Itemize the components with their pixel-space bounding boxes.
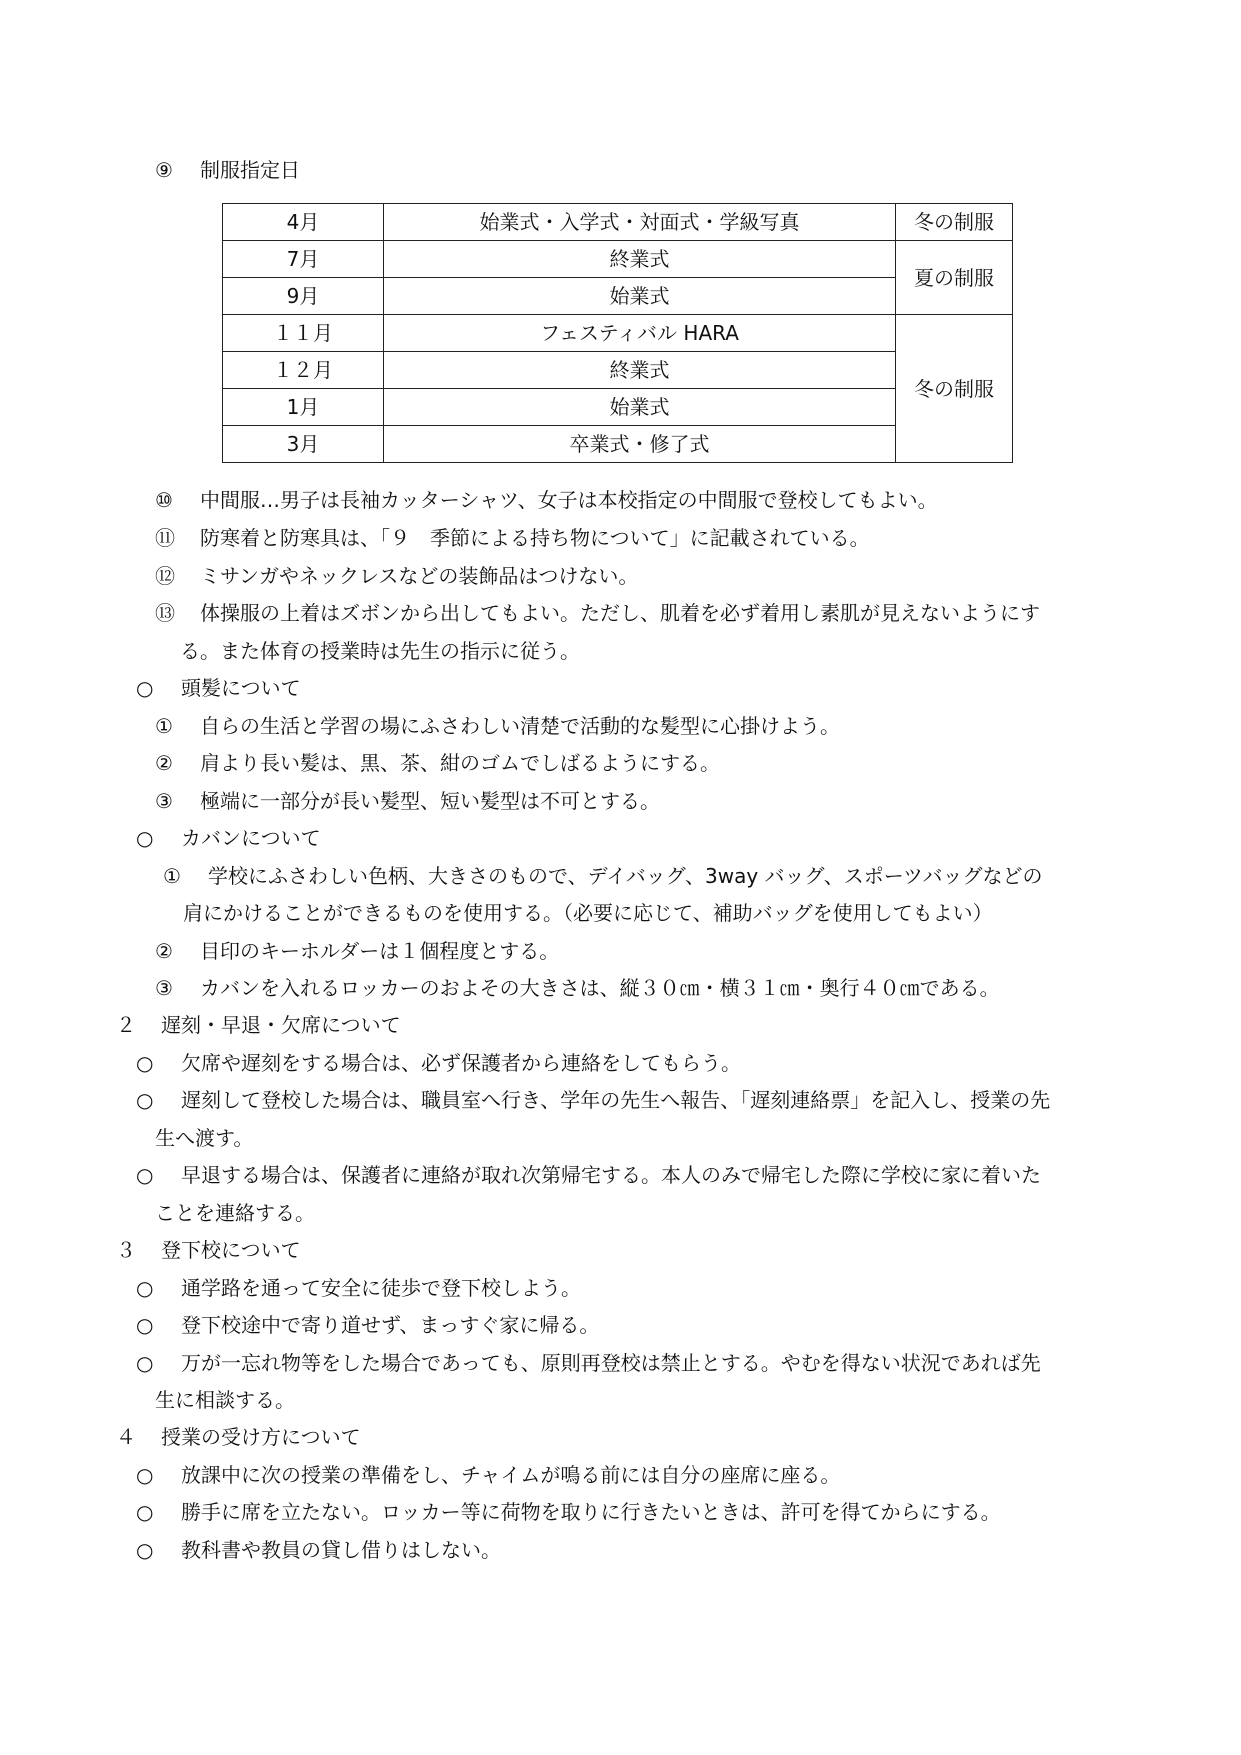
text-line — [155, 712, 840, 740]
line-text: 授業の受け方について — [161, 1425, 361, 1449]
item-marker: ○ — [136, 1088, 154, 1112]
text-line — [155, 974, 1000, 1002]
text-line — [116, 1423, 361, 1451]
text-line — [116, 1011, 401, 1039]
item-marker: ③ — [155, 976, 173, 1000]
month-cell: 1月 — [223, 389, 384, 426]
text-line — [155, 1124, 253, 1152]
item-marker: ○ — [136, 1500, 154, 1524]
line-text: 防寒着と防寒具は、「９ 季節による持ち物について」に記載されている。 — [200, 526, 870, 550]
line-text: 早退する場合は、保護者に連絡が取れ次第帰宅する。本人のみで帰宅した際に学校に家に着いた — [181, 1163, 1041, 1187]
event-cell: 始業式 — [384, 389, 896, 426]
line-text: 勝手に席を立たない。ロッカー等に荷物を取りに行きたいときは、許可を得てからにする。 — [181, 1500, 1001, 1524]
month-cell: 9月 — [223, 278, 384, 315]
item-marker: ③ — [155, 789, 173, 813]
item-marker: ○ — [136, 1538, 154, 1562]
uniform-type-cell: 夏の制服 — [896, 241, 1013, 315]
text-line — [155, 599, 1040, 627]
line-text: 肩にかけることができるものを使用する。（必要に応じて、補助バッグを使用してもよい） — [183, 901, 993, 925]
line-text: 生に相談する。 — [155, 1388, 295, 1412]
text-line — [136, 1498, 1001, 1526]
line-text: 遅刻して登校した場合は、職員室へ行き、学年の先生へ報告、「遅刻連絡票」を記入し、授業の先 — [181, 1088, 1051, 1112]
event-cell: 卒業式・修了式 — [384, 426, 896, 463]
item-marker: ⑬ — [155, 601, 175, 625]
text-line — [155, 1199, 315, 1227]
uniform-type-cell: 冬の制服 — [896, 204, 1013, 241]
text-line — [155, 524, 870, 552]
line-text: 生へ渡す。 — [155, 1126, 254, 1150]
text-line — [180, 637, 580, 665]
item-marker: ○ — [136, 1163, 154, 1187]
text-line — [136, 1274, 581, 1302]
line-text: ことを連絡する。 — [155, 1201, 315, 1225]
item-marker: ○ — [136, 1051, 154, 1075]
line-text: 登下校について — [161, 1238, 301, 1262]
line-text: カバンを入れるロッカーのおよその大きさは、縦３０㎝・横３１㎝・奥行４０㎝である。 — [200, 976, 1000, 1000]
item-marker: ○ — [136, 1463, 154, 1487]
heading-text: 制服指定日 — [200, 158, 300, 182]
uniform-heading — [155, 156, 300, 184]
text-line — [136, 1049, 741, 1077]
line-text: 教科書や教員の貸し借りはしない。 — [181, 1538, 501, 1562]
table-row — [223, 389, 1013, 426]
item-marker: ⑫ — [155, 564, 175, 588]
item-marker: ○ — [136, 676, 154, 700]
event-cell: 終業式 — [384, 241, 896, 278]
item-marker: ① — [163, 864, 181, 888]
line-text: 中間服…男子は長袖カッターシャツ、女子は本校指定の中間服で登校してもよい。 — [200, 488, 938, 512]
text-line — [155, 562, 638, 590]
item-marker: ４ — [116, 1425, 136, 1449]
text-line — [155, 937, 559, 965]
line-text: 放課中に次の授業の準備をし、チャイムが鳴る前には自分の座席に座る。 — [181, 1463, 841, 1487]
text-line — [163, 862, 1043, 890]
item-marker: ① — [155, 714, 173, 738]
line-text: 頭髪について — [181, 676, 301, 700]
text-line — [155, 486, 938, 514]
text-line — [183, 899, 993, 927]
line-text: 自らの生活と学習の場にふさわしい清楚で活動的な髪型に心掛けよう。 — [200, 714, 840, 738]
event-cell: 終業式 — [384, 352, 896, 389]
item-marker: ⑩ — [155, 488, 173, 512]
item-marker: ② — [155, 751, 173, 775]
text-line — [136, 1536, 501, 1564]
item-marker: ○ — [136, 1351, 154, 1375]
line-text: 体操服の上着はズボンから出してもよい。ただし、肌着を必ず着用し素肌が見えないようにす — [200, 601, 1040, 625]
text-line — [136, 674, 301, 702]
text-line — [136, 1461, 840, 1489]
line-text: 登下校途中で寄り道せず、まっすぐ家に帰る。 — [181, 1313, 600, 1337]
table-row — [223, 426, 1013, 463]
item-marker: ２ — [116, 1013, 136, 1037]
line-text: 学校にふさわしい色柄、大きさのもので、デイバッグ、3way バッグ、スポーツバッグなどの — [208, 864, 1043, 888]
text-line — [155, 749, 720, 777]
line-text: 肩より長い髪は、黒、茶、紺のゴムでしばるようにする。 — [200, 751, 720, 775]
event-cell: 始業式・入学式・対面式・学級写真 — [384, 204, 896, 241]
month-cell: 7月 — [223, 241, 384, 278]
item-number: ⑨ — [155, 158, 173, 182]
text-line — [136, 1161, 1041, 1189]
line-text: 極端に一部分が長い髪型、短い髪型は不可とする。 — [200, 789, 660, 813]
line-text: カバンについて — [181, 826, 321, 850]
line-text: 目印のキーホルダーは１個程度とする。 — [200, 939, 560, 963]
table-row — [223, 278, 1013, 315]
uniform-type-cell: 冬の制服 — [896, 315, 1013, 463]
line-text: 欠席や遅刻をする場合は、必ず保護者から連絡をしてもらう。 — [181, 1051, 741, 1075]
text-line — [136, 1086, 1050, 1114]
line-text: る。また体育の授業時は先生の指示に従う。 — [180, 639, 580, 663]
line-text: 万が一忘れ物等をした場合であっても、原則再登校は禁止とする。やむを得ない状況であれば先 — [181, 1351, 1041, 1375]
event-cell: フェスティバル HARA — [384, 315, 896, 352]
month-cell: １１月 — [223, 315, 384, 352]
text-line — [136, 1349, 1041, 1377]
item-marker: ○ — [136, 1276, 154, 1300]
uniform-schedule-table — [222, 203, 1013, 463]
item-marker: ⑪ — [155, 526, 175, 550]
line-text: ミサンガやネックレスなどの装飾品はつけない。 — [200, 564, 639, 588]
event-cell: 始業式 — [384, 278, 896, 315]
text-line — [155, 1386, 295, 1414]
table-row — [223, 241, 1013, 278]
item-marker: ○ — [136, 826, 154, 850]
text-line — [155, 787, 660, 815]
text-line — [136, 824, 321, 852]
line-text: 通学路を通って安全に徒歩で登下校しよう。 — [181, 1276, 581, 1300]
month-cell: １２月 — [223, 352, 384, 389]
table-row — [223, 352, 1013, 389]
text-line — [136, 1311, 599, 1339]
table-row — [223, 204, 1013, 241]
text-line — [116, 1236, 301, 1264]
item-marker: ３ — [116, 1238, 136, 1262]
line-text: 遅刻・早退・欠席について — [161, 1013, 401, 1037]
item-marker: ○ — [136, 1313, 154, 1337]
month-cell: 3月 — [223, 426, 384, 463]
table-row — [223, 315, 1013, 352]
month-cell: 4月 — [223, 204, 384, 241]
item-marker: ② — [155, 939, 173, 963]
